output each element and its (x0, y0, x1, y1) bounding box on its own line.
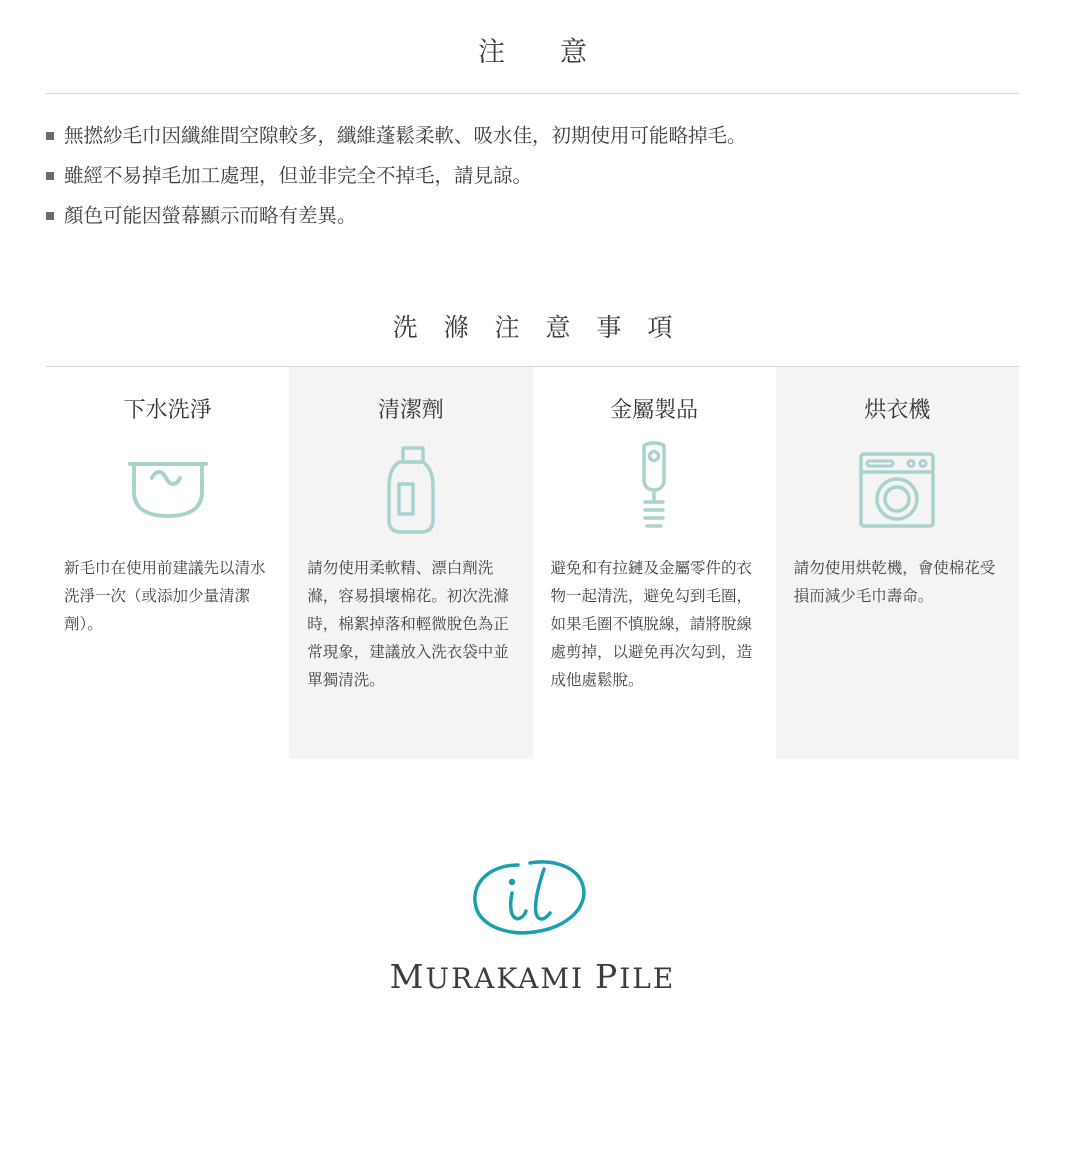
il-monogram-logo-icon (458, 851, 608, 947)
washing-card-metal (533, 367, 776, 759)
brand-name (0, 957, 1065, 996)
card-title: 金屬製品 (610, 398, 699, 423)
notice-item-text: 顏色可能因螢幕顯示而略有差異。 (64, 204, 357, 227)
hand-wash-basin-icon (64, 442, 271, 538)
notice-title: 注 意 (478, 37, 601, 68)
washing-card-detergent (289, 367, 532, 759)
list-item (46, 116, 1019, 156)
square-bullet-icon (46, 212, 54, 220)
brand-name-rest-murakami: URAKAMI (425, 962, 585, 995)
brand-name-initial-p: P (595, 957, 620, 996)
square-bullet-icon (46, 132, 54, 140)
card-text: 請勿使用烘乾機，會使棉花受損而減少毛巾壽命。 (793, 559, 996, 605)
card-title: 清潔劑 (377, 398, 444, 423)
list-item (46, 196, 1019, 236)
brand-name-initial-m: M (389, 957, 426, 996)
notice-section (0, 0, 1065, 236)
notice-list (0, 94, 1065, 236)
notice-item-text: 雖經不易掉毛加工處理，但並非完全不掉毛，請見諒。 (64, 164, 533, 187)
washing-card-hand-wash (46, 367, 289, 759)
washing-section (0, 308, 1065, 759)
card-text: 避免和有拉鏈及金屬零件的衣物一起清洗，避免勾到毛圈，如果毛圈不慎脫線，請將脫線處剪掉，以避免再次勾到，造成他處鬆脫。 (550, 559, 753, 689)
washing-card-dryer (776, 367, 1019, 759)
brand-logo-block (0, 851, 1065, 996)
washing-title: 洗 滌 注 意 事 項 (392, 313, 682, 342)
brand-name-rest-pile: ILE (619, 962, 676, 995)
washing-card-list (46, 367, 1019, 759)
card-text: 新毛巾在使用前建議先以清水洗淨一次（或添加少量清潔劑）。 (64, 559, 266, 633)
card-text: 請勿使用柔軟精、漂白劑洗滌，容易損壞棉花。初次洗滌時，棉絮掉落和輕微脫色為正常現象，建議放入洗衣袋中並單獨清洗。 (307, 559, 509, 689)
detergent-bottle-icon (307, 442, 514, 538)
notice-item-text: 無撚紗毛巾因纖維間空隙較多，纖維蓬鬆柔軟、吸水佳，初期使用可能略掉毛。 (64, 124, 747, 147)
dryer-machine-icon (794, 442, 1001, 538)
card-title: 烘衣機 (864, 398, 931, 423)
zipper-icon (551, 442, 758, 538)
list-item (46, 156, 1019, 196)
square-bullet-icon (46, 172, 54, 180)
card-title: 下水洗淨 (123, 398, 212, 423)
